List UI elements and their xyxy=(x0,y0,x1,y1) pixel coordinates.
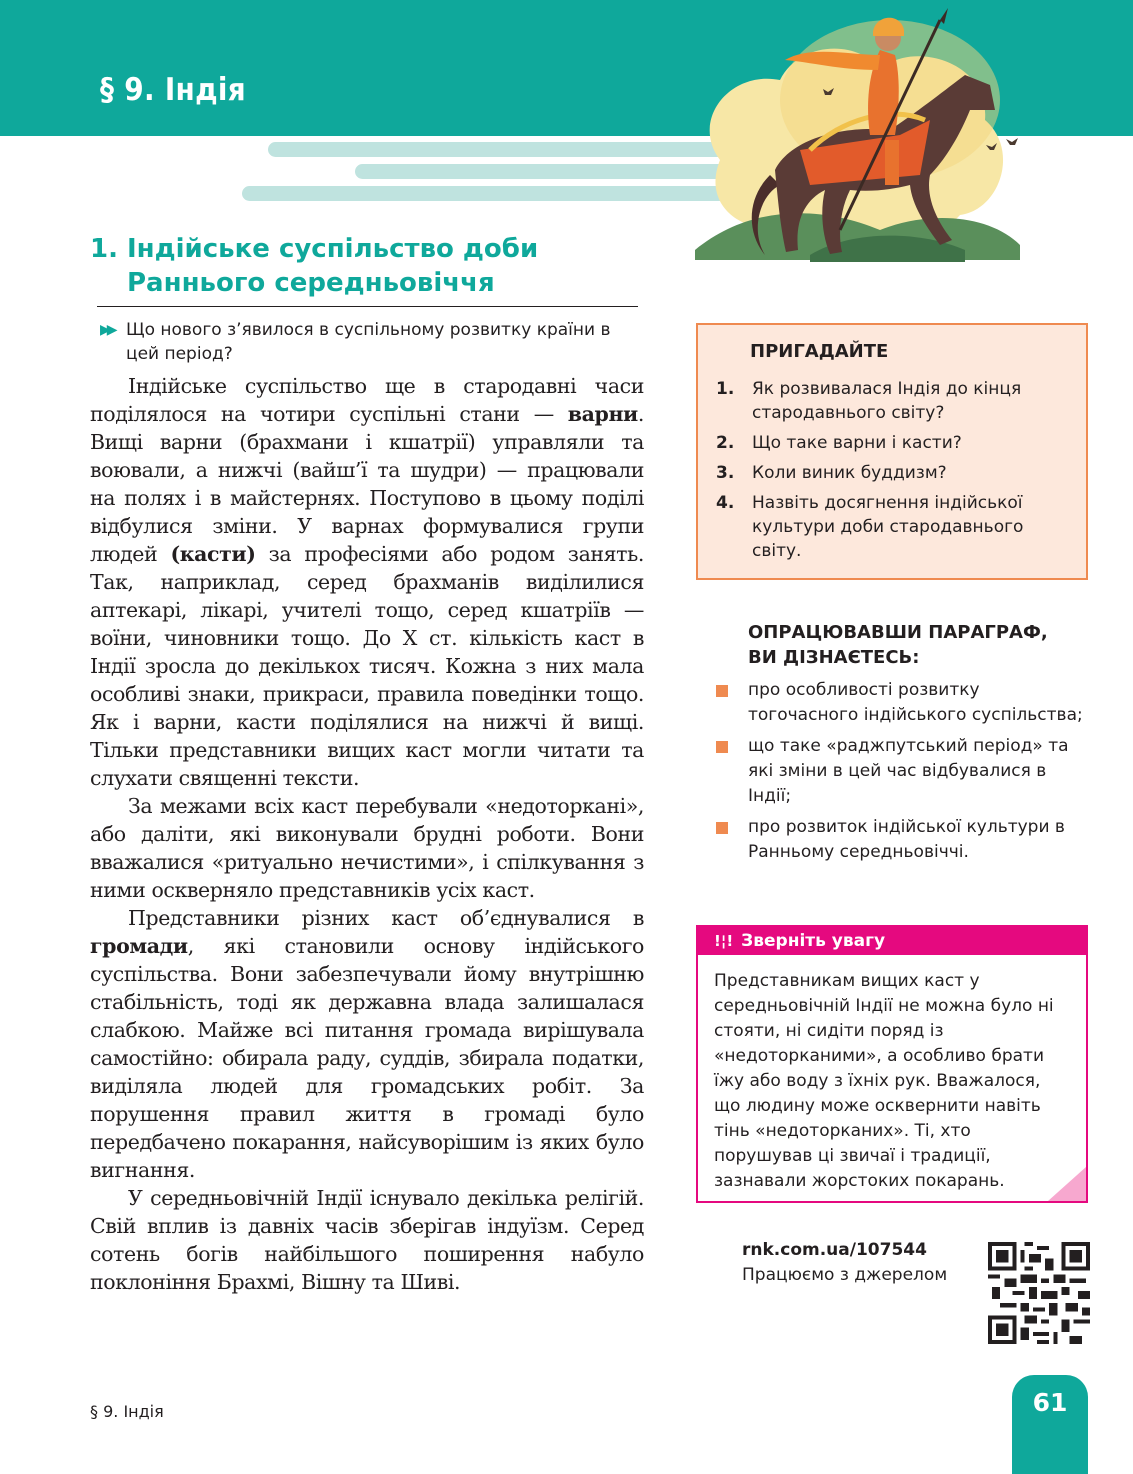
corner-fold xyxy=(1048,1167,1086,1201)
paragraph-2: За межами всіх каст перебували «недоторкані», або даліти, які виконували брудні роботи. Вони вважалися «ритуально нечистими», і спілкування з ними осквернялo представників усіх каст. xyxy=(90,794,644,902)
square-bullet-icon xyxy=(716,741,728,753)
list-item xyxy=(714,815,1084,865)
text-run: Індійське суспільство ще в стародавні часи поділялося на чотири суспільні стани — xyxy=(90,374,644,426)
remember-box xyxy=(696,323,1088,580)
attention-text: Представникам вищих каст у середньовічній Індії не можна було ні стояти, ні сидіти поряд із «недоторканими», а особливо брати їжу або воду з їхніх рук. Вважалося, що людину може осквернити навіть тінь «недоторканих». Ті, хто порушував ці звичаї і традиції, зазнавали жорстоких покарань. xyxy=(714,971,1054,1191)
term-hromady: громади xyxy=(90,934,188,958)
attention-header xyxy=(698,927,1086,955)
list-item xyxy=(716,461,1066,485)
double-arrow-icon: ▶▶ xyxy=(100,322,114,338)
item-number: 2. xyxy=(716,433,735,453)
text-run: , які становили основу індійського суспільства. Вони забезпечували йому внутрішню стабільність, тоді як державна влада залишалася слабкою. Майже всі питання громада вирішувала самостійно: обирала раду, суддів, збирала податки, виділяла людей для громадських робіт. За порушення правил життя в громаді було передбачено покарання, найсуворішим із яких було вигнання. xyxy=(90,934,644,1182)
attention-box xyxy=(696,925,1088,1203)
rider-on-horse-illustration xyxy=(690,0,1020,290)
page-number: 61 xyxy=(1032,1388,1068,1417)
section-title: Індійське суспільство доби Раннього середньовіччя xyxy=(127,234,539,298)
text-run: Представники різних каст об’єднувалися в xyxy=(128,906,644,930)
decor-stripe xyxy=(355,164,738,179)
item-text: що таке «раджпутський період» та які зміни в цей час відбувалися в Індії; xyxy=(748,736,1069,806)
heading-divider xyxy=(97,306,638,307)
remember-list xyxy=(716,377,1066,569)
list-item xyxy=(716,491,1066,563)
main-text xyxy=(90,372,644,1296)
item-text: Коли виник буддизм? xyxy=(752,463,947,483)
guiding-question xyxy=(100,318,640,366)
paragraph-1 xyxy=(90,372,644,792)
learn-title xyxy=(748,620,1048,670)
item-number: 4. xyxy=(716,493,735,513)
term-varny: варни xyxy=(567,402,638,426)
square-bullet-icon xyxy=(716,685,728,697)
guiding-question-text: Що нового з’явилося в суспільному розвитку країни в цей період? xyxy=(126,320,611,364)
item-number: 3. xyxy=(716,463,735,483)
item-text: Назвіть досягнення індійської культури доби стародавнього світу. xyxy=(752,493,1024,561)
exclamation-icon: !¦! xyxy=(714,932,734,950)
learn-title-line: ВИ ДІЗНАЄТЕСЬ: xyxy=(748,647,920,668)
item-text: про особливості розвитку тогочасного індійського суспільства; xyxy=(748,680,1083,725)
square-bullet-icon xyxy=(716,822,728,834)
text-run: . Вищі варни (брахмани і кшатрії) управляли та воювали, а нижчі (вайш’ї та шудри) — працювали на полях і в майстернях. Поступово в цьому поділі відбулися зміни. У варнах формувалися групи людей xyxy=(90,402,644,566)
item-text: про розвиток індійської культури в Ранньому середньовіччі. xyxy=(748,817,1065,862)
item-text: Як розвивалася Індія до кінця стародавнього світу? xyxy=(752,379,1022,423)
qr-code-icon[interactable] xyxy=(988,1242,1090,1344)
remember-title: ПРИГАДАЙТЕ xyxy=(750,341,889,362)
decor-stripe xyxy=(268,142,738,157)
list-item xyxy=(714,734,1084,809)
attention-title: Зверніть увагу xyxy=(741,931,886,951)
paragraph-3 xyxy=(90,904,644,1184)
chapter-title: § 9. Індія xyxy=(100,72,246,108)
item-text: Що таке варни і касти? xyxy=(752,433,962,453)
list-item xyxy=(716,377,1066,425)
item-number: 1. xyxy=(716,379,735,399)
footer-label: § 9. Індія xyxy=(90,1402,164,1421)
text-run: за професіями або родом занять. Так, наприклад, серед брахманів виділилися аптекарі, лікарі, учителі тощо, серед кшатріїв — воїни, чиновники тощо. До X ст. кількість каст в Індії зросла до декількох тисяч. Кожна з них мала особливі знаки, прикраси, правила поведінки тощо. Як і варни, касти поділялися на нижчі й вищі. Тільки представники вищих каст могли читати та слухати священні тексти. xyxy=(90,542,645,790)
term-kasty: (касти) xyxy=(170,542,256,566)
section-number: 1. xyxy=(90,234,118,264)
learn-title-line: ОПРАЦЮВАВШИ ПАРАГРАФ, xyxy=(748,622,1048,643)
list-item xyxy=(714,678,1084,728)
learn-list xyxy=(714,678,1084,871)
section-heading xyxy=(90,232,650,300)
decor-stripe xyxy=(242,186,738,201)
paragraph-4: У середньовічній Індії існувало декілька релігій. Свій вплив із давніх часів зберігав індуїзм. Серед сотень богів найбільшого поширення набуло поклоніння Брахмі, Вішну та Шиві. xyxy=(90,1186,644,1294)
resource-link[interactable]: rnk.com.ua/107544 xyxy=(742,1240,927,1260)
resource-caption: Працюємо з джерелом xyxy=(742,1265,948,1285)
list-item xyxy=(716,431,1066,455)
